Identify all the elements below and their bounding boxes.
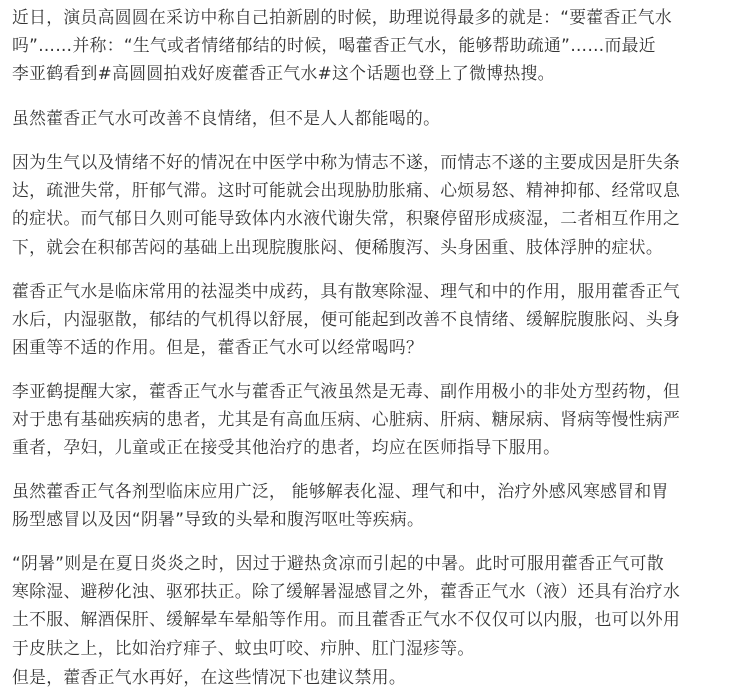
paragraph-medicine-function (12, 277, 735, 362)
text-line: 困重等不适的作用。但是，藿香正气水可以经常喝吗？ (12, 337, 424, 358)
paragraph-applications (12, 477, 735, 533)
text-line: 因为生气以及情绪不好的情况在中医学中称为情志不遂，而情志不遂的主要成因是肝失条 (12, 152, 681, 172)
text-line: 的症状。而气郁日久则可能导致体内水液代谢失常，积聚停留形成痰湿，二者相互作用之 (12, 208, 681, 229)
text-line: 重者，孕妇，儿童或正在接受其他治疗的患者，均应在医师指导下服用。 (12, 437, 561, 458)
text-line: 土不服、解酒保肝、缓解晕车晕船等作用。而且藿香正气水不仅仅可以内服，也可以外用 (12, 609, 681, 630)
text-line: 水后，内湿驱散，郁结的气机得以舒展，便可能起到改善不良情绪、缓解脘腹胀闷、头身 (12, 309, 681, 330)
text-line: “阴暑”则是在夏日炎炎之时，因过于避热贪凉而引起的中暑。此时可服用藿香正气可散 (12, 553, 664, 573)
paragraph-expert-reminder (12, 377, 735, 462)
text-line: 虽然藿香正气水可改善不良情绪，但不是人人都能喝的。 (12, 108, 441, 128)
text-line: 虽然藿香正气各剂型临床应用广泛， 能够解表化湿、理气和中，治疗外感风寒感冒和胃 (12, 481, 669, 501)
text-line: 藿香正气水是临床常用的祛湿类中成药，具有散寒除湿、理气和中的作用，服用藿香正气 (12, 281, 681, 301)
text-line: 但是，藿香正气水再好，在这些情况下也建议禁用。 (12, 667, 407, 687)
text-line: 达，疏泄失常，肝郁气滞。这时可能就会出现胁肋胀痛、心烦易怒、精神抑郁、经常叹息 (12, 180, 681, 201)
text-line: 近日，演员高圆圆在采访中称自己拍新剧的时候，助理说得最多的就是：“要藿香正气水 (12, 7, 673, 27)
text-line: 下，就会在积郁苦闷的基础上出现脘腹胀闷、便稀腹泻、头身困重、肢体浮肿的症状。 (12, 236, 663, 257)
paragraph-contraindications (12, 663, 735, 691)
text-line: 李亚鹤看到#高圆圆拍戏好废藿香正气水#这个话题也登上了微博热搜。 (12, 63, 555, 84)
text-line: 吗”……并称：“生气或者情绪郁结的时候，喝藿香正气水，能够帮助疏通”……而最近 (12, 35, 656, 56)
text-line: 对于患有基础疾病的患者，尤其是有高血压病、心脏病、肝病、糖尿病、肾病等慢性病严 (12, 409, 681, 430)
paragraph-intro (12, 3, 732, 88)
text-line: 于皮肤之上，比如治疗痱子、蚊虫叮咬、疖肿、肛门湿疹等。 (12, 637, 475, 658)
text-line: 李亚鹤提醒大家，藿香正气水与藿香正气液虽然是无毒、副作用极小的非处方型药物，但 (12, 381, 681, 401)
paragraph-not-for-everyone (12, 104, 732, 132)
text-line: 寒除湿、避秽化浊、驱邪扶正。除了缓解暑湿感冒之外，藿香正气水（液）还具有治疗水 (12, 581, 681, 602)
text-line: 肠型感冒以及因“阴暑”导致的头晕和腹泻呕吐等疾病。 (12, 509, 425, 530)
paragraph-yin-summer (12, 549, 735, 662)
paragraph-emotion-cause (12, 148, 735, 261)
